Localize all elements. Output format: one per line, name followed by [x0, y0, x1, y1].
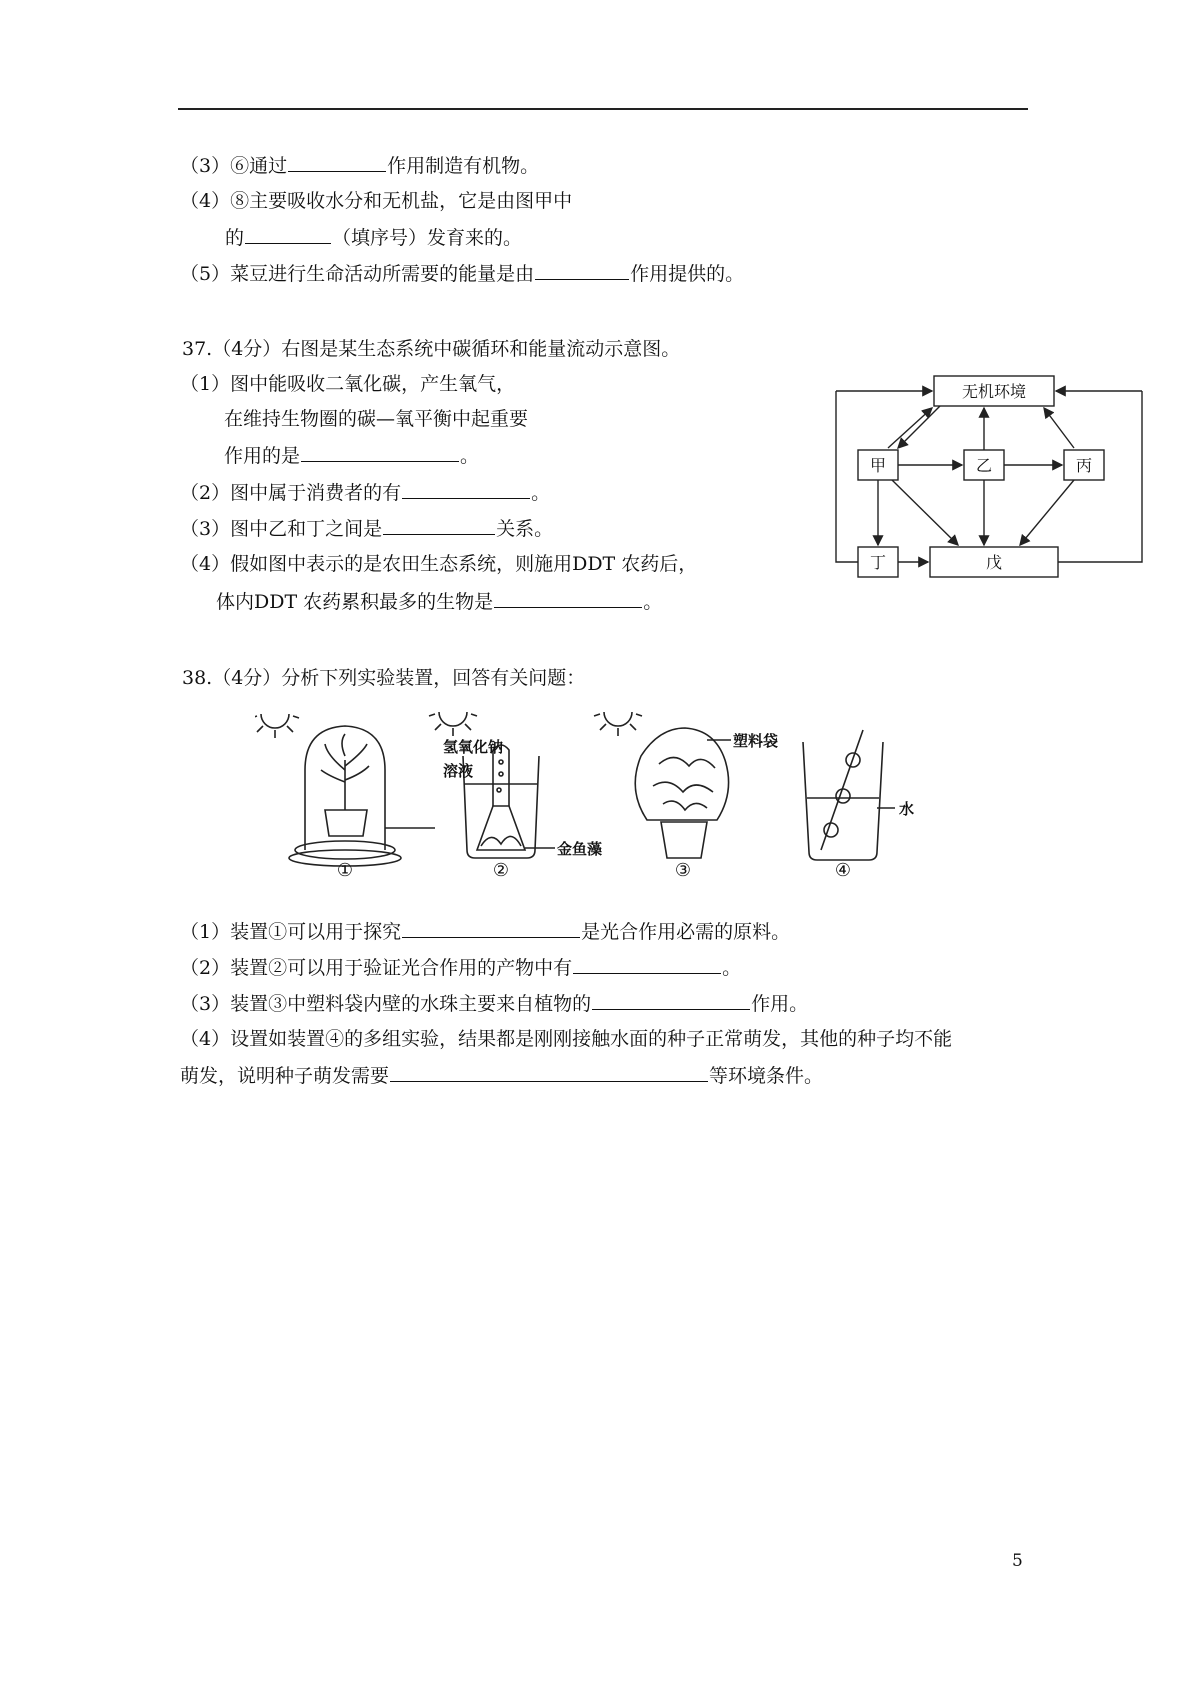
- arrow-jia-wu: [892, 480, 958, 545]
- label-bing: 丙: [1075, 456, 1093, 475]
- q37-p4-prefix: 体内DDT 农药累积最多的生物是: [216, 591, 494, 613]
- q38-p4-line1: （4）设置如装置④的多组实验，结果都是刚刚接触水面的种子正常萌发，其他的种子均不能: [180, 1028, 953, 1050]
- label-wu: 戊: [985, 553, 1003, 572]
- q37-p1-line2: 在维持生物圈的碳—氧平衡中起重要: [224, 408, 529, 430]
- q37-p2-suffix: 。: [531, 482, 551, 504]
- q37-p1-line1: （1）图中能吸收二氧化碳，产生氧气，: [180, 373, 516, 395]
- q38-p2-prefix: （2）装置②可以用于验证光合作用的产物中有: [180, 957, 573, 979]
- label-goldfish-weed: 金鱼藻: [557, 840, 603, 858]
- q37-title: 37.（4分）右图是某生态系统中碳循环和能量流动示意图。: [182, 338, 681, 360]
- answer-blank[interactable]: [390, 1063, 708, 1082]
- sun-icon: [429, 712, 477, 736]
- prev-q3-suffix: 作用制造有机物。: [387, 155, 540, 177]
- q38-p1-suffix: 是光合作用必需的原料。: [581, 921, 791, 943]
- q38-p4-prefix: 萌发，说明种子萌发需要: [180, 1065, 390, 1087]
- answer-blank[interactable]: [288, 153, 386, 172]
- q37-p3: [180, 516, 553, 541]
- q37-p2-prefix: （2）图中属于消费者的有: [180, 482, 402, 504]
- q38-p1: [180, 919, 790, 944]
- carbon-cycle-diagram: [830, 372, 1150, 592]
- answer-blank[interactable]: [573, 955, 721, 974]
- apparatus-1-bell-jar: [289, 726, 435, 866]
- q38-p3-prefix: （3）装置③中塑料袋内壁的水珠主要来自植物的: [180, 993, 592, 1015]
- apparatus-number-2: ②: [492, 860, 510, 880]
- prev-q4-prefix: 的: [225, 227, 245, 249]
- prev-q3: [180, 153, 539, 178]
- q37-p3-suffix: 关系。: [496, 518, 554, 540]
- prev-q4-line1: （4）⑧主要吸收水分和无机盐，它是由图甲中: [180, 190, 573, 212]
- label-naoh-1: 氢氧化钠: [443, 738, 504, 756]
- apparatus-number-1: ①: [336, 860, 354, 880]
- answer-blank[interactable]: [402, 480, 530, 499]
- header-rule: [178, 108, 1028, 110]
- q38-p3-suffix: 作用。: [751, 993, 809, 1015]
- q38-p4-suffix: 等环境条件。: [709, 1065, 824, 1087]
- page-number: 5: [1012, 1551, 1023, 1571]
- q37-p2: [180, 480, 550, 505]
- q38-p4-line2: [180, 1063, 823, 1088]
- arrow-bing-wu: [1020, 480, 1074, 545]
- prev-q5-prefix: （5）菜豆进行生命活动所需要的能量是由: [180, 263, 535, 285]
- apparatus-number-3: ③: [674, 860, 692, 880]
- arrow-jia-env: [888, 408, 932, 448]
- q37-p4-line1: （4）假如图中表示的是农田生态系统，则施用DDT 农药后，: [180, 553, 698, 575]
- answer-blank[interactable]: [402, 919, 580, 938]
- answer-blank[interactable]: [383, 516, 495, 535]
- prev-q4-line2: [225, 225, 522, 250]
- answer-blank[interactable]: [535, 261, 629, 280]
- answer-blank[interactable]: [494, 589, 642, 608]
- q37-p4-line2: [216, 589, 662, 614]
- q37-p1-line3: [224, 443, 479, 468]
- q38-title: 38.（4分）分析下列实验装置，回答有关问题：: [182, 667, 586, 689]
- q37-p3-prefix: （3）图中乙和丁之间是: [180, 518, 383, 540]
- apparatus-4-seed-beaker: [803, 730, 895, 860]
- answer-blank[interactable]: [592, 991, 750, 1010]
- apparatus-2-beaker: [463, 745, 555, 858]
- q37-p1-suffix: 。: [460, 445, 480, 467]
- q38-p2: [180, 955, 741, 980]
- prev-q5-suffix: 作用提供的。: [630, 263, 745, 285]
- arrow-wu-env-path: [1058, 391, 1142, 562]
- q38-p1-prefix: （1）装置①可以用于探究: [180, 921, 402, 943]
- label-env: 无机环境: [961, 382, 1027, 401]
- arrow-ding-env-path: [836, 391, 858, 562]
- q38-p3: [180, 991, 808, 1016]
- q37-p4-suffix: 。: [643, 591, 663, 613]
- prev-q5: [180, 261, 744, 286]
- sun-icon: [255, 714, 299, 738]
- label-jia: 甲: [869, 456, 887, 475]
- label-yi: 乙: [975, 456, 993, 475]
- label-plastic-bag: 塑料袋: [733, 732, 779, 750]
- sun-icon: [594, 712, 642, 736]
- experiment-apparatus-figure: [255, 700, 1015, 880]
- prev-q3-prefix: （3）⑥通过: [180, 155, 288, 177]
- answer-blank[interactable]: [301, 443, 459, 462]
- prev-q4-suffix: （填序号）发育来的。: [332, 227, 523, 249]
- q37-p1-prefix: 作用的是: [224, 445, 301, 467]
- q38-p2-suffix: 。: [722, 957, 742, 979]
- label-naoh-2: 溶液: [443, 762, 474, 780]
- label-water: 水: [899, 800, 915, 818]
- arrow-env-jia: [898, 406, 940, 448]
- apparatus-number-4: ④: [834, 860, 852, 880]
- arrow-bing-env: [1044, 408, 1074, 448]
- label-ding: 丁: [869, 553, 887, 572]
- apparatus-3-bagged-plant: [635, 728, 731, 858]
- answer-blank[interactable]: [245, 225, 331, 244]
